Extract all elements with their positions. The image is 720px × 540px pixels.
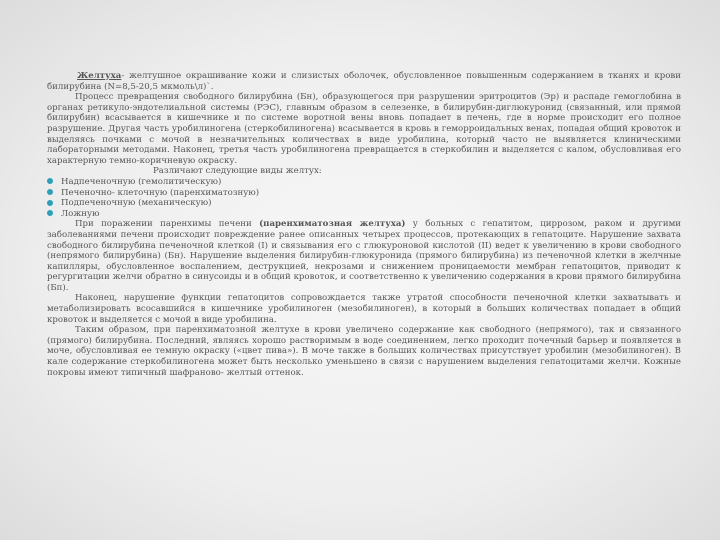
list-item: Надпеченочную (гемолитическую) [47, 177, 681, 188]
parenchymal-paragraph: При поражении паренхимы печени (паренхиматозная желтуха) у больных с гепатитом, циррозом, раком и другими заболеваниями печени происходит повреждение ранее описанных четырех процессов, протекающих в гепатоците. Нарушение захвата свободного билирубина печеночной клеткой (I) и связывания его с глюкуроновой кислотой (II) ведет к увеличению в крови свободного (непрямого билирубина) (Бн). Нарушение выделения билирубин-глюкуронида (прямого билирубина) из печеночной клетки в желчные капилляры, обусловленное воспалением, деструкцией, некрозами и снижением проницаемости мембран гепатоцитов, приводит к регургитации желчи обратно в синусоиды и в общий кровоток, и соответственно к увеличению содержания в крови прямого билирубина (Бп). [47, 219, 681, 293]
definition-paragraph [47, 71, 681, 92]
bullet-icon [47, 189, 53, 195]
parenchymal-term: (паренхиматозная желтуха) [259, 219, 406, 230]
jaundice-types-list [47, 177, 681, 219]
definition-term: Желтуха [77, 71, 122, 81]
list-item: Ложную [47, 209, 681, 220]
process-paragraph: Процесс превращения свободного билирубина (Бн), образующегося при разрушении эритроцитов (Эр) и распаде гемоглобина в органах ретикуло-эндотелиальной системы (РЭС), главным образом в селезенке, в билирубин-диглюкуронид (связанный, или прямой билирубин) всасывается в кишечнике и по системе воротной вены вновь попадает в печень, где в норме происходит его полное разрушение. Другая часть уробилиногена (стеркобилиногена) всасывается в кровь в геморроидальных венах, попадая общий кровоток и выделяясь почками с мочой в незначительных количествах в виде уробилина, который часто не выявляется клиническими лабораторными методами. Наконец, третья часть уробилиногена превращается в стеркобилин и выделяется с калом, обусловливая его характерную темно-коричневую окраску. [47, 92, 681, 166]
conclusion-paragraph: Таким образом, при паренхиматозной желтухе в крови увеличено содержание как свободного (непрямого), так и связанного (прямого) билирубина. Последний, являясь хорошо растворимым в воде соединением, легко проходит почечный барьер и появляется в моче, обусловливая ее темную окраску («цвет пива»). В моче также в больших количествах присутствует уробилин (мезобилиноген). В кале содержание стеркобилиногена может быть несколько уменьшено в связи с нарушением выделения гепатоцитами желчи. Кожные покровы имеют типичный шафраново- желтый оттенок. [47, 325, 681, 378]
bullet-icon [47, 200, 53, 206]
document-body [47, 71, 681, 378]
types-heading: Различают следующие виды желтух: [153, 166, 322, 177]
bullet-icon [47, 178, 53, 184]
list-item: Печеночно- клеточную (паренхиматозную) [47, 188, 681, 199]
definition-text: - желтушное окрашивание кожи и слизистых оболочек, обусловленное повышенным содержанием в тканях и крови билирубина (N=8,5-20,5 мкмоль\л)`. [47, 71, 681, 92]
list-item: Подпеченочную (механическую) [47, 198, 681, 209]
function-paragraph: Наконец, нарушение функции гепатоцитов сопровождается также утратой способности печеночной клетки захватывать и метаболизировать всосавшийся в кишечнике уробилиноген (мезобилиноген), в который в больших количествах попадает в общий кровоток и выделяется с мочой в виде уробилина. [47, 293, 681, 325]
bullet-icon [47, 210, 53, 216]
